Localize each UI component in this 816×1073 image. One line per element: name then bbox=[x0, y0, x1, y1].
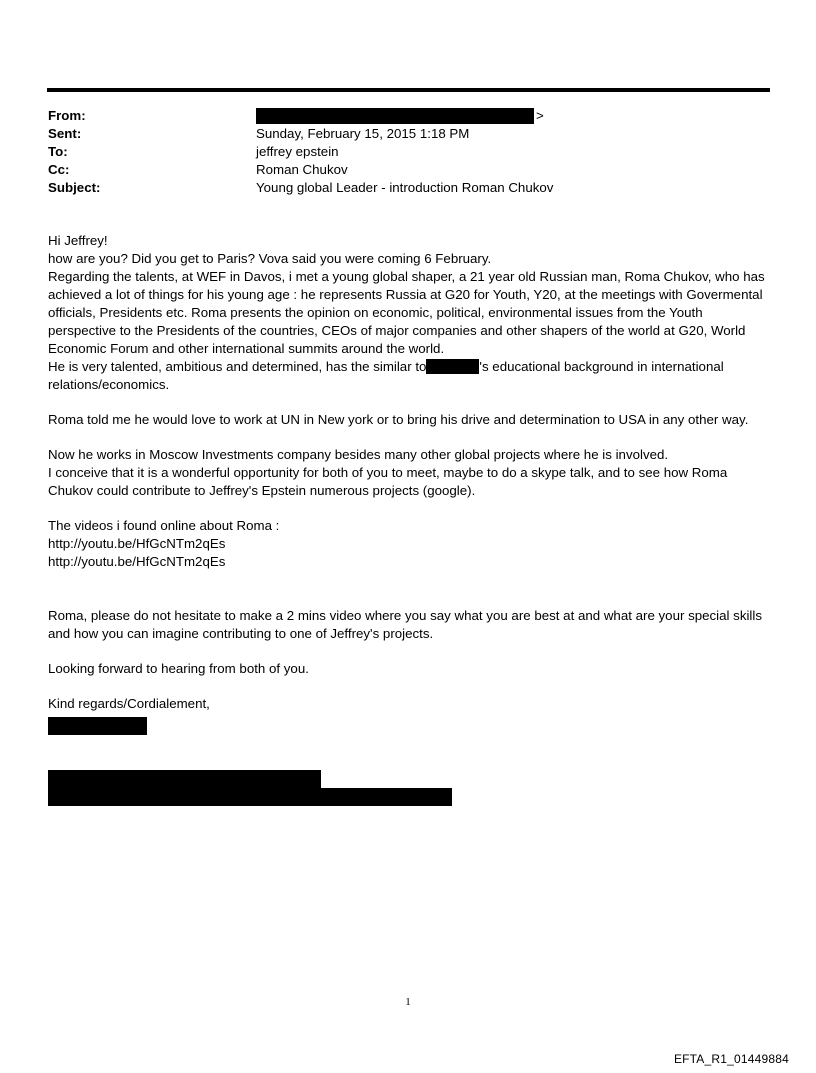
body-line: I conceive that it is a wonderful opportunity for both of you to meet, maybe to do a skype talk, and to see how Roma bbox=[48, 465, 728, 480]
signoff: Kind regards/Cordialement, bbox=[48, 696, 210, 711]
body-line: Looking forward to hearing from both of you. bbox=[48, 661, 309, 676]
greeting: Hi Jeffrey! bbox=[48, 233, 108, 248]
body-line: officials, Presidents etc. Roma presents the opinion on economic, political, environmental issues from the Youth bbox=[48, 305, 703, 320]
body-line: Roma, please do not hesitate to make a 2 mins video where you say what you are best at and what are your special skills bbox=[48, 608, 762, 623]
to-label: To: bbox=[48, 144, 68, 159]
from-label: From: bbox=[48, 108, 86, 123]
body-line-with-redaction bbox=[48, 358, 773, 376]
body-text: 's educational background in international bbox=[479, 359, 724, 374]
paragraph-intro bbox=[48, 232, 773, 394]
email-body bbox=[48, 232, 773, 730]
body-line: achieved a lot of things for his young age : he represents Russia at G20 for Youth, Y20, at the meetings with Govermental bbox=[48, 287, 763, 302]
from-redaction bbox=[256, 108, 534, 124]
document-id: EFTA_R1_01449884 bbox=[673, 1052, 789, 1066]
subject-value: Young global Leader - introduction Roman Chukov bbox=[256, 180, 554, 195]
sent-value: Sunday, February 15, 2015 1:18 PM bbox=[256, 126, 470, 141]
paragraph-closing bbox=[48, 660, 773, 678]
body-line: and how you can imagine contributing to one of Jeffrey's projects. bbox=[48, 626, 434, 641]
video-link[interactable]: http://youtu.be/HfGcNTm2qEs bbox=[48, 536, 226, 551]
body-line: Economic Forum and other international summits around the world. bbox=[48, 341, 445, 356]
to-value: jeffrey epstein bbox=[256, 144, 339, 159]
cc-label: Cc: bbox=[48, 162, 70, 177]
paragraph-videos bbox=[48, 517, 773, 571]
signature-redaction bbox=[48, 717, 147, 735]
body-line: Roma told me he would love to work at UN in New york or to bring his drive and determination to USA in any other way. bbox=[48, 412, 749, 427]
video-link[interactable]: http://youtu.be/HfGcNTm2qEs bbox=[48, 554, 226, 569]
body-line: relations/economics. bbox=[48, 377, 170, 392]
cc-value: Roman Chukov bbox=[256, 162, 348, 177]
signoff-block bbox=[48, 695, 773, 713]
signature-redaction bbox=[48, 770, 321, 788]
page-number: 1 bbox=[405, 996, 411, 1008]
body-text: He is very talented, ambitious and determined, has the similar to bbox=[48, 359, 427, 374]
sent-label: Sent: bbox=[48, 126, 82, 141]
from-suffix: > bbox=[536, 108, 544, 123]
body-line: The videos i found online about Roma : bbox=[48, 518, 280, 533]
body-line: perspective to the Presidents of the countries, CEOs of major companies and other shapers of the world at G20, World bbox=[48, 323, 746, 338]
body-line: Now he works in Moscow Investments company besides many other global projects where he is involved. bbox=[48, 447, 669, 462]
paragraph-moscow bbox=[48, 446, 773, 500]
inline-redaction bbox=[426, 359, 479, 374]
paragraph-request bbox=[48, 607, 773, 643]
body-line: how are you? Did you get to Paris? Vova said you were coming 6 February. bbox=[48, 251, 492, 266]
signature-redaction bbox=[48, 788, 452, 806]
paragraph-un bbox=[48, 411, 773, 429]
subject-label: Subject: bbox=[48, 180, 101, 195]
header-rule bbox=[47, 88, 770, 92]
body-line: Chukov could contribute to Jeffrey's Epstein numerous projects (google). bbox=[48, 483, 476, 498]
body-line: Regarding the talents, at WEF in Davos, i met a young global shaper, a 21 year old Russian man, Roma Chukov, who has bbox=[48, 269, 765, 284]
